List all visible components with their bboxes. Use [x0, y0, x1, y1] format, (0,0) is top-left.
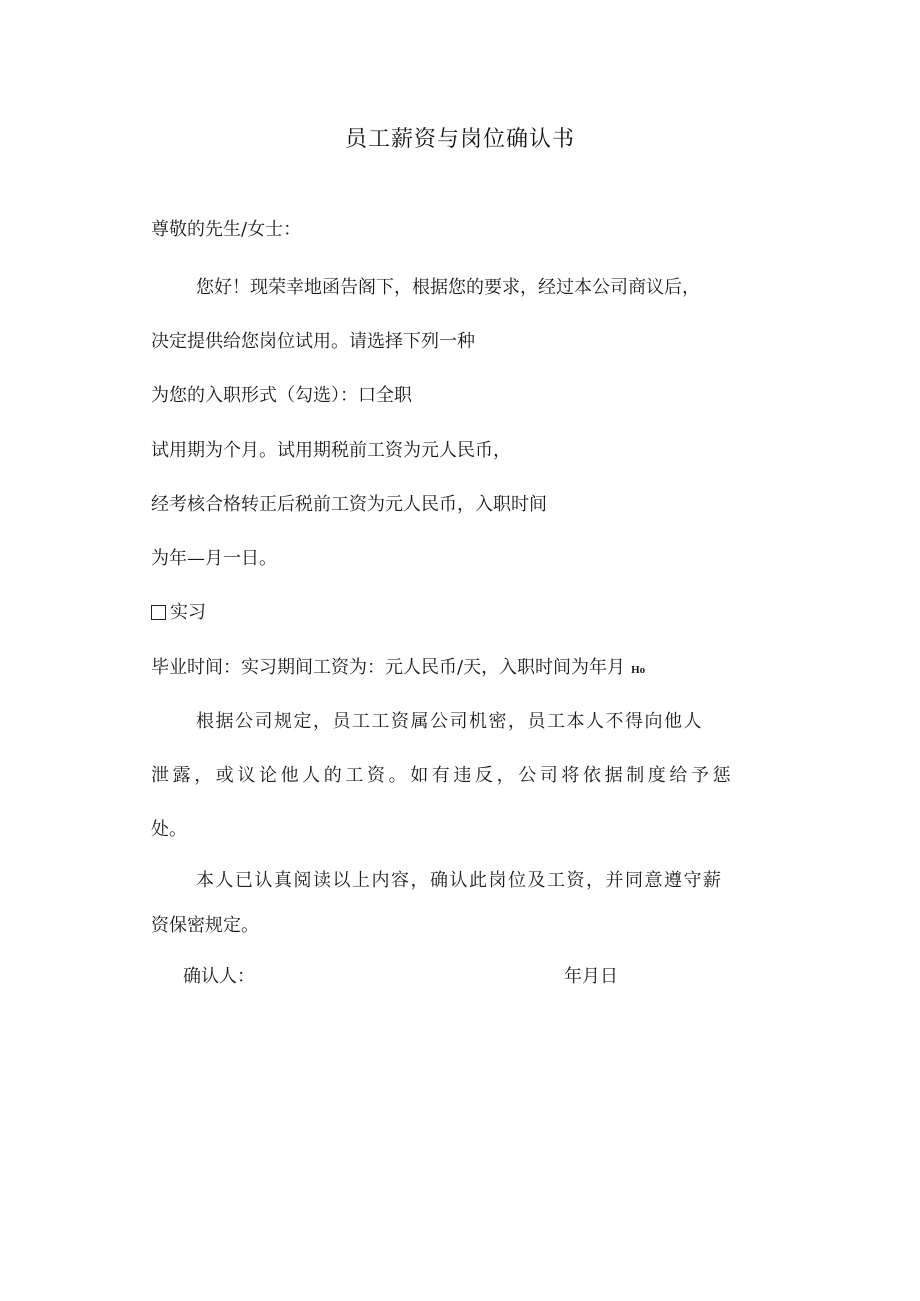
- paragraph-confidentiality-line-2: 泄露，或议论他人的工资。如有违反，公司将依据制度给予惩: [151, 765, 735, 786]
- signature-label: 确认人：: [183, 966, 255, 987]
- paragraph-confidentiality-line-3: 处。: [151, 819, 187, 840]
- document-title: 员工薪资与岗位确认书: [344, 127, 575, 152]
- salutation: 尊敬的先生/女士：: [151, 219, 302, 240]
- intern-details-suffix: Ho: [631, 664, 646, 676]
- paragraph-offer-line-6: 为年—月一日。: [151, 548, 277, 569]
- checkbox-icon: [151, 605, 166, 620]
- paragraph-acknowledgement-line-1: 本人已认真阅读以上内容，确认此岗位及工资，并同意遵守薪: [196, 870, 723, 891]
- paragraph-confidentiality-line-1: 根据公司规定，员工工资属公司机密，员工本人不得向他人: [196, 711, 703, 732]
- intern-option: [151, 601, 206, 625]
- paragraph-offer-line-3: 为您的入职形式（勾选）：口全职: [151, 385, 412, 406]
- intern-details-text: 毕业时间：实习期间工资为：元人民币/天，入职时间为年月: [151, 657, 626, 678]
- intern-label: 实习: [170, 602, 206, 623]
- intern-details-line: [151, 656, 645, 682]
- paragraph-offer-line-4: 试用期为个月。试用期税前工资为元人民币，: [151, 440, 511, 461]
- signature-row: [183, 965, 663, 989]
- paragraph-offer-line-2: 决定提供给您岗位试用。请选择下列一种: [151, 331, 475, 352]
- paragraph-offer-line-5: 经考核合格转正后税前工资为元人民币，入职时间: [151, 494, 547, 515]
- signature-date: 年月日: [564, 966, 618, 987]
- paragraph-acknowledgement-line-2: 资保密规定。: [151, 915, 259, 936]
- paragraph-offer-line-1: 您好！现荣幸地函告阁下，根据您的要求，经过本公司商议后，: [196, 277, 700, 298]
